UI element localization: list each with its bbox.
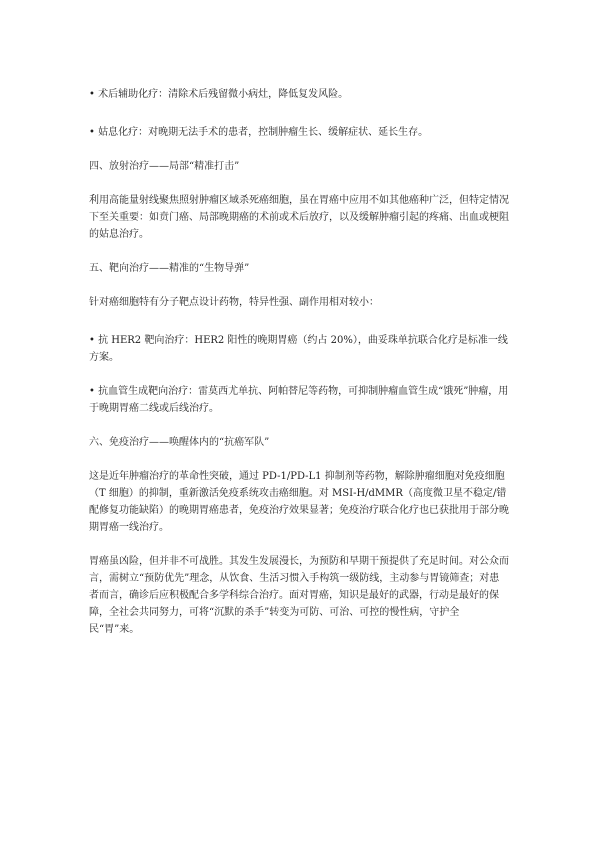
bullet-anti-angiogenesis: • 抗血管生成靶向治疗：雷莫西尤单抗、阿帕替尼等药物，可抑制肿瘤血管生成“饿死”肿瘤，用于晚期胃癌二线或后线治疗。 (89, 386, 509, 414)
bullet-anti-her2: • 抗 HER2 靶向治疗：HER2 阳性的晚期胃癌（约占 20%），曲妥珠单抗联合化疗是标准一线方案。 (89, 335, 508, 363)
paragraph-radiotherapy: 利用高能量射线聚焦照射肿瘤区域杀死癌细胞，虽在胃癌中应用不如其他癌种广泛，但特定情况下至关重要：如贲门癌、局部晚期癌的术前或术后放疗，以及缓解肿瘤引起的疼痛、出血或梗阻的姑息治疗。 (89, 195, 509, 240)
section-heading-radiotherapy: 四、放射治疗——局部“精准打击” (89, 161, 240, 172)
document-body (89, 86, 509, 638)
section-heading-targeted-therapy: 五、靶向治疗——精准的“生物导弹” (89, 263, 250, 274)
bullet-adjuvant-chemo: • 术后辅助化疗：清除术后残留微小病灶，降低复发风险。 (89, 89, 349, 100)
section-heading-immunotherapy: 六、免疫治疗——唤醒体内的“抗癌军队” (89, 437, 270, 448)
paragraph-conclusion: 胃癌虽凶险，但并非不可战胜。其发生发展漫长，为预防和早期干预提供了充足时间。对公众而言，需树立“预防优先”理念，从饮食、生活习惯入手构筑一级防线，主动参与胃镜筛查；对患者而言，确诊后应积极配合多学科综合治疗。面对胃癌，知识是最好的武器，行动是最好的保障，全社会共同努力，可将“沉默的杀手”转变为可防、可治、可控的慢性病，守护全民“胃”来。 (89, 556, 509, 635)
paragraph-targeted-intro: 针对癌细胞特有分子靶点设计药物，特异性强、副作用相对较小： (89, 297, 379, 308)
bullet-palliative-chemo: • 姑息化疗：对晚期无法手术的患者，控制肿瘤生长、缓解症状、延长生存。 (89, 127, 429, 138)
paragraph-immunotherapy: 这是近年肿瘤治疗的革命性突破，通过 PD-1/PD-L1 抑制剂等药物，解除肿瘤细胞对免疫细胞（T 细胞）的抑制，重新激活免疫系统攻击癌细胞。对 MSI-H/dMMR（高度微卫星不稳定/错配修复功能缺陷）的晚期胃癌患者，免疫治疗效果显著；免疫治疗联合化疗也已获批用于部分晚期胃癌一线治疗。 (89, 471, 509, 533)
